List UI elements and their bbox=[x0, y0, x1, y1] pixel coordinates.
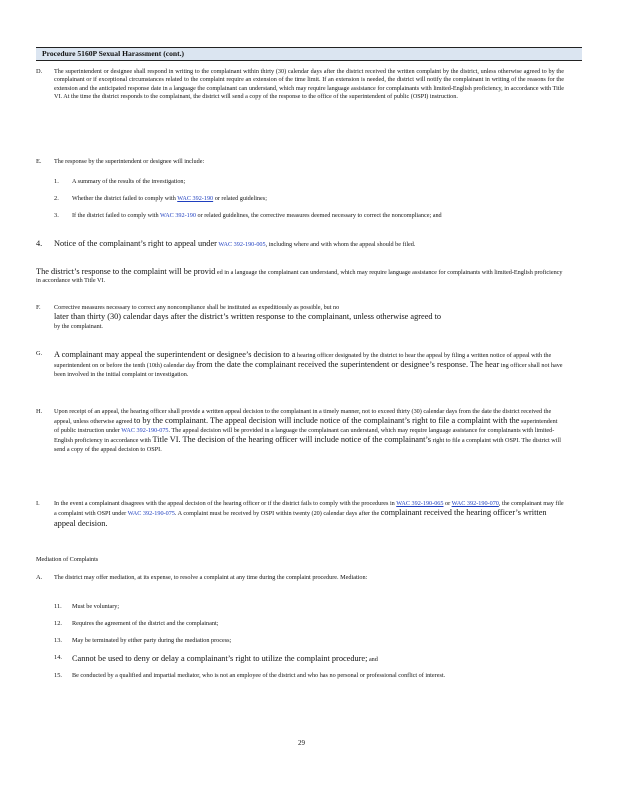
list-item-label: 14. bbox=[54, 654, 62, 661]
paragraph-text: Title VI. The decision of the hearing officer will include notice of the complainant’s bbox=[152, 435, 431, 445]
paragraph-text: . A complaint must be received by OSPI within twenty (20) calendar days after the bbox=[174, 510, 380, 518]
section-d-label: D. bbox=[36, 68, 43, 75]
paragraph-text: by the complainant. bbox=[54, 322, 103, 330]
list-item-label: 13. bbox=[54, 637, 62, 644]
list-item-text: If the district failed to comply with bbox=[72, 212, 161, 219]
list-item-text: Cannot be used to deny or delay a complainant’s right to utilize the complaint procedure; bbox=[72, 654, 368, 663]
paragraph-text: , the complainant may file a complaint with OSPI under bbox=[54, 500, 564, 518]
list-item: Be conducted by a qualified and impartial mediator, who is not an employee of the district and who has no personal or professional conflict of interest. bbox=[72, 672, 446, 679]
paragraph-text: Upon receipt of an appeal, the hearing officer shall provide a written appeal decision to the complainant in a timely manner, not to exceed thirty (30) calendar days from the date the district received the appeal, unless otherwise agreed bbox=[54, 408, 552, 426]
list-item-label: 11. bbox=[54, 603, 62, 610]
wac-link[interactable]: WAC 392-190-075 bbox=[121, 426, 169, 434]
section-g-text bbox=[54, 350, 564, 379]
list-item-text: and bbox=[368, 656, 378, 663]
paragraph-text: to by the complainant. The appeal decision will include notice of the complainant’s right to file a complaint with the bbox=[133, 416, 520, 426]
section-h-label: H. bbox=[36, 408, 43, 415]
page-number: 29 bbox=[298, 739, 305, 747]
section-f-text bbox=[54, 304, 564, 331]
list-item: Must be voluntary; bbox=[72, 603, 120, 610]
section-e-label: E. bbox=[36, 158, 42, 165]
paragraph-text: from the date the complainant received the superintendent or designee’s response. The hear bbox=[196, 360, 500, 370]
section-d-text: The superintendent or designee shall respond in writing to the complainant within thirty (30) calendar days after the district received the written complaint by the district, unless otherwise agreed to by the complainant or if exceptional circumstances related to the complaint require an extension of the time limit. If an extension is needed, the district will notify the complainant in writing of the reasons for the extension and the anticipated response date in a language the complainant can understand, which may require language assistance for complainants with limited-English proficiency, in accordance with Title VI. At the time the district responds to the complainant, the district will send a copy of the response to the office of the superintendent of public (OSPI) instruction. bbox=[54, 68, 564, 101]
paragraph-text: In the event a complainant disagrees with the appeal decision of the hearing officer or if the district fails to comply with the procedures in bbox=[54, 500, 397, 507]
list-item-text: Notice of the complainant’s right to appeal under bbox=[54, 239, 217, 248]
paragraph-text: or bbox=[443, 500, 452, 507]
list-item-text: , including where and with whom the appeal should be filed. bbox=[265, 241, 416, 248]
mediation-heading: Mediation of Complaints bbox=[36, 556, 99, 563]
list-item bbox=[72, 654, 562, 664]
procedure-header-bar bbox=[36, 47, 582, 61]
mediation-a-label: A. bbox=[36, 574, 43, 581]
list-item: Requires the agreement of the district and the complainant; bbox=[72, 620, 219, 627]
procedure-title: Procedure 5160P Sexual Harassment (cont.) bbox=[42, 49, 185, 58]
paragraph-text: . The appeal decision will be provided in a language the complainant can understand, which may require language assistance for complainants with limited-English proficiency in accordance with bbox=[54, 426, 555, 445]
list-item bbox=[72, 195, 562, 203]
list-item: May be terminated by either party during the mediation process; bbox=[72, 637, 232, 644]
list-item bbox=[54, 239, 564, 249]
wac-link[interactable]: WAC 392-190 bbox=[177, 195, 214, 202]
paragraph-text: A complainant may appeal the superintendent or designee’s decision to a bbox=[54, 350, 296, 359]
paragraph-text: superintendent of public instruction under bbox=[54, 418, 558, 434]
list-item-label: 12. bbox=[54, 620, 62, 627]
list-item bbox=[72, 212, 564, 220]
wac-link[interactable]: WAC 392-190 bbox=[160, 212, 196, 219]
mediation-a-text: The district may offer mediation, at its expense, to resolve a complaint at any time during the complaint procedure. Mediation: bbox=[54, 574, 368, 581]
list-item-label: 1. bbox=[54, 178, 59, 185]
wac-link[interactable]: WAC 392-190-065 bbox=[396, 500, 444, 507]
paragraph-text: ing officer shall not have been involved in the initial complaint or investigation. bbox=[54, 362, 563, 378]
closing-text: ed in a language the complainant can understand, which may require language assistance for complainants with limited-English proficiency in accordance with Title VI. bbox=[36, 269, 563, 285]
list-item-label: 15. bbox=[54, 672, 62, 679]
list-item-label: 3. bbox=[54, 212, 59, 219]
list-item-text: Whether the district failed to comply with bbox=[72, 195, 178, 202]
list-item-label: 4. bbox=[36, 239, 43, 248]
paragraph-text: later than thirty (30) calendar days after the district’s written response to the complainant, unless otherwise agreed to bbox=[54, 312, 442, 322]
list-item-text: or related guidelines, the corrective measures deemed necessary to correct the noncompliance; and bbox=[195, 212, 442, 219]
section-i-text bbox=[54, 500, 564, 529]
closing-text: The district’s response to the complaint will be provid bbox=[36, 267, 216, 276]
paragraph-text: complainant received the hearing officer’s written appeal decision. bbox=[54, 508, 547, 528]
wac-link[interactable]: WAC 392-190-070 bbox=[451, 500, 499, 507]
section-g-label: G. bbox=[36, 350, 43, 357]
wac-link[interactable]: WAC 392-190-005 bbox=[218, 241, 266, 248]
section-e-closing bbox=[36, 267, 564, 286]
list-item-text: or related guidelines; bbox=[213, 195, 267, 202]
paragraph-text: right to file a complaint with OSPI. The district will send a copy of the appeal decision to OSPI. bbox=[54, 437, 561, 453]
list-item-label: 2. bbox=[54, 195, 59, 202]
section-e-text: The response by the superintendent or designee will include: bbox=[54, 158, 205, 165]
paragraph-text: Corrective measures necessary to correct any noncompliance shall be instituted as expeditiously as possible, but no bbox=[54, 304, 340, 311]
section-i-label: I. bbox=[36, 500, 40, 507]
section-h-text bbox=[54, 408, 564, 454]
section-f-label: F. bbox=[36, 304, 41, 311]
wac-link[interactable]: WAC 392-190-075 bbox=[127, 510, 175, 518]
list-item: A summary of the results of the investigation; bbox=[72, 178, 186, 185]
paragraph-text: hearing officer designated by the district to hear the appeal by filing a written notice of appeal with the superintendent on or before the tenth (10th) calendar day bbox=[54, 352, 552, 370]
